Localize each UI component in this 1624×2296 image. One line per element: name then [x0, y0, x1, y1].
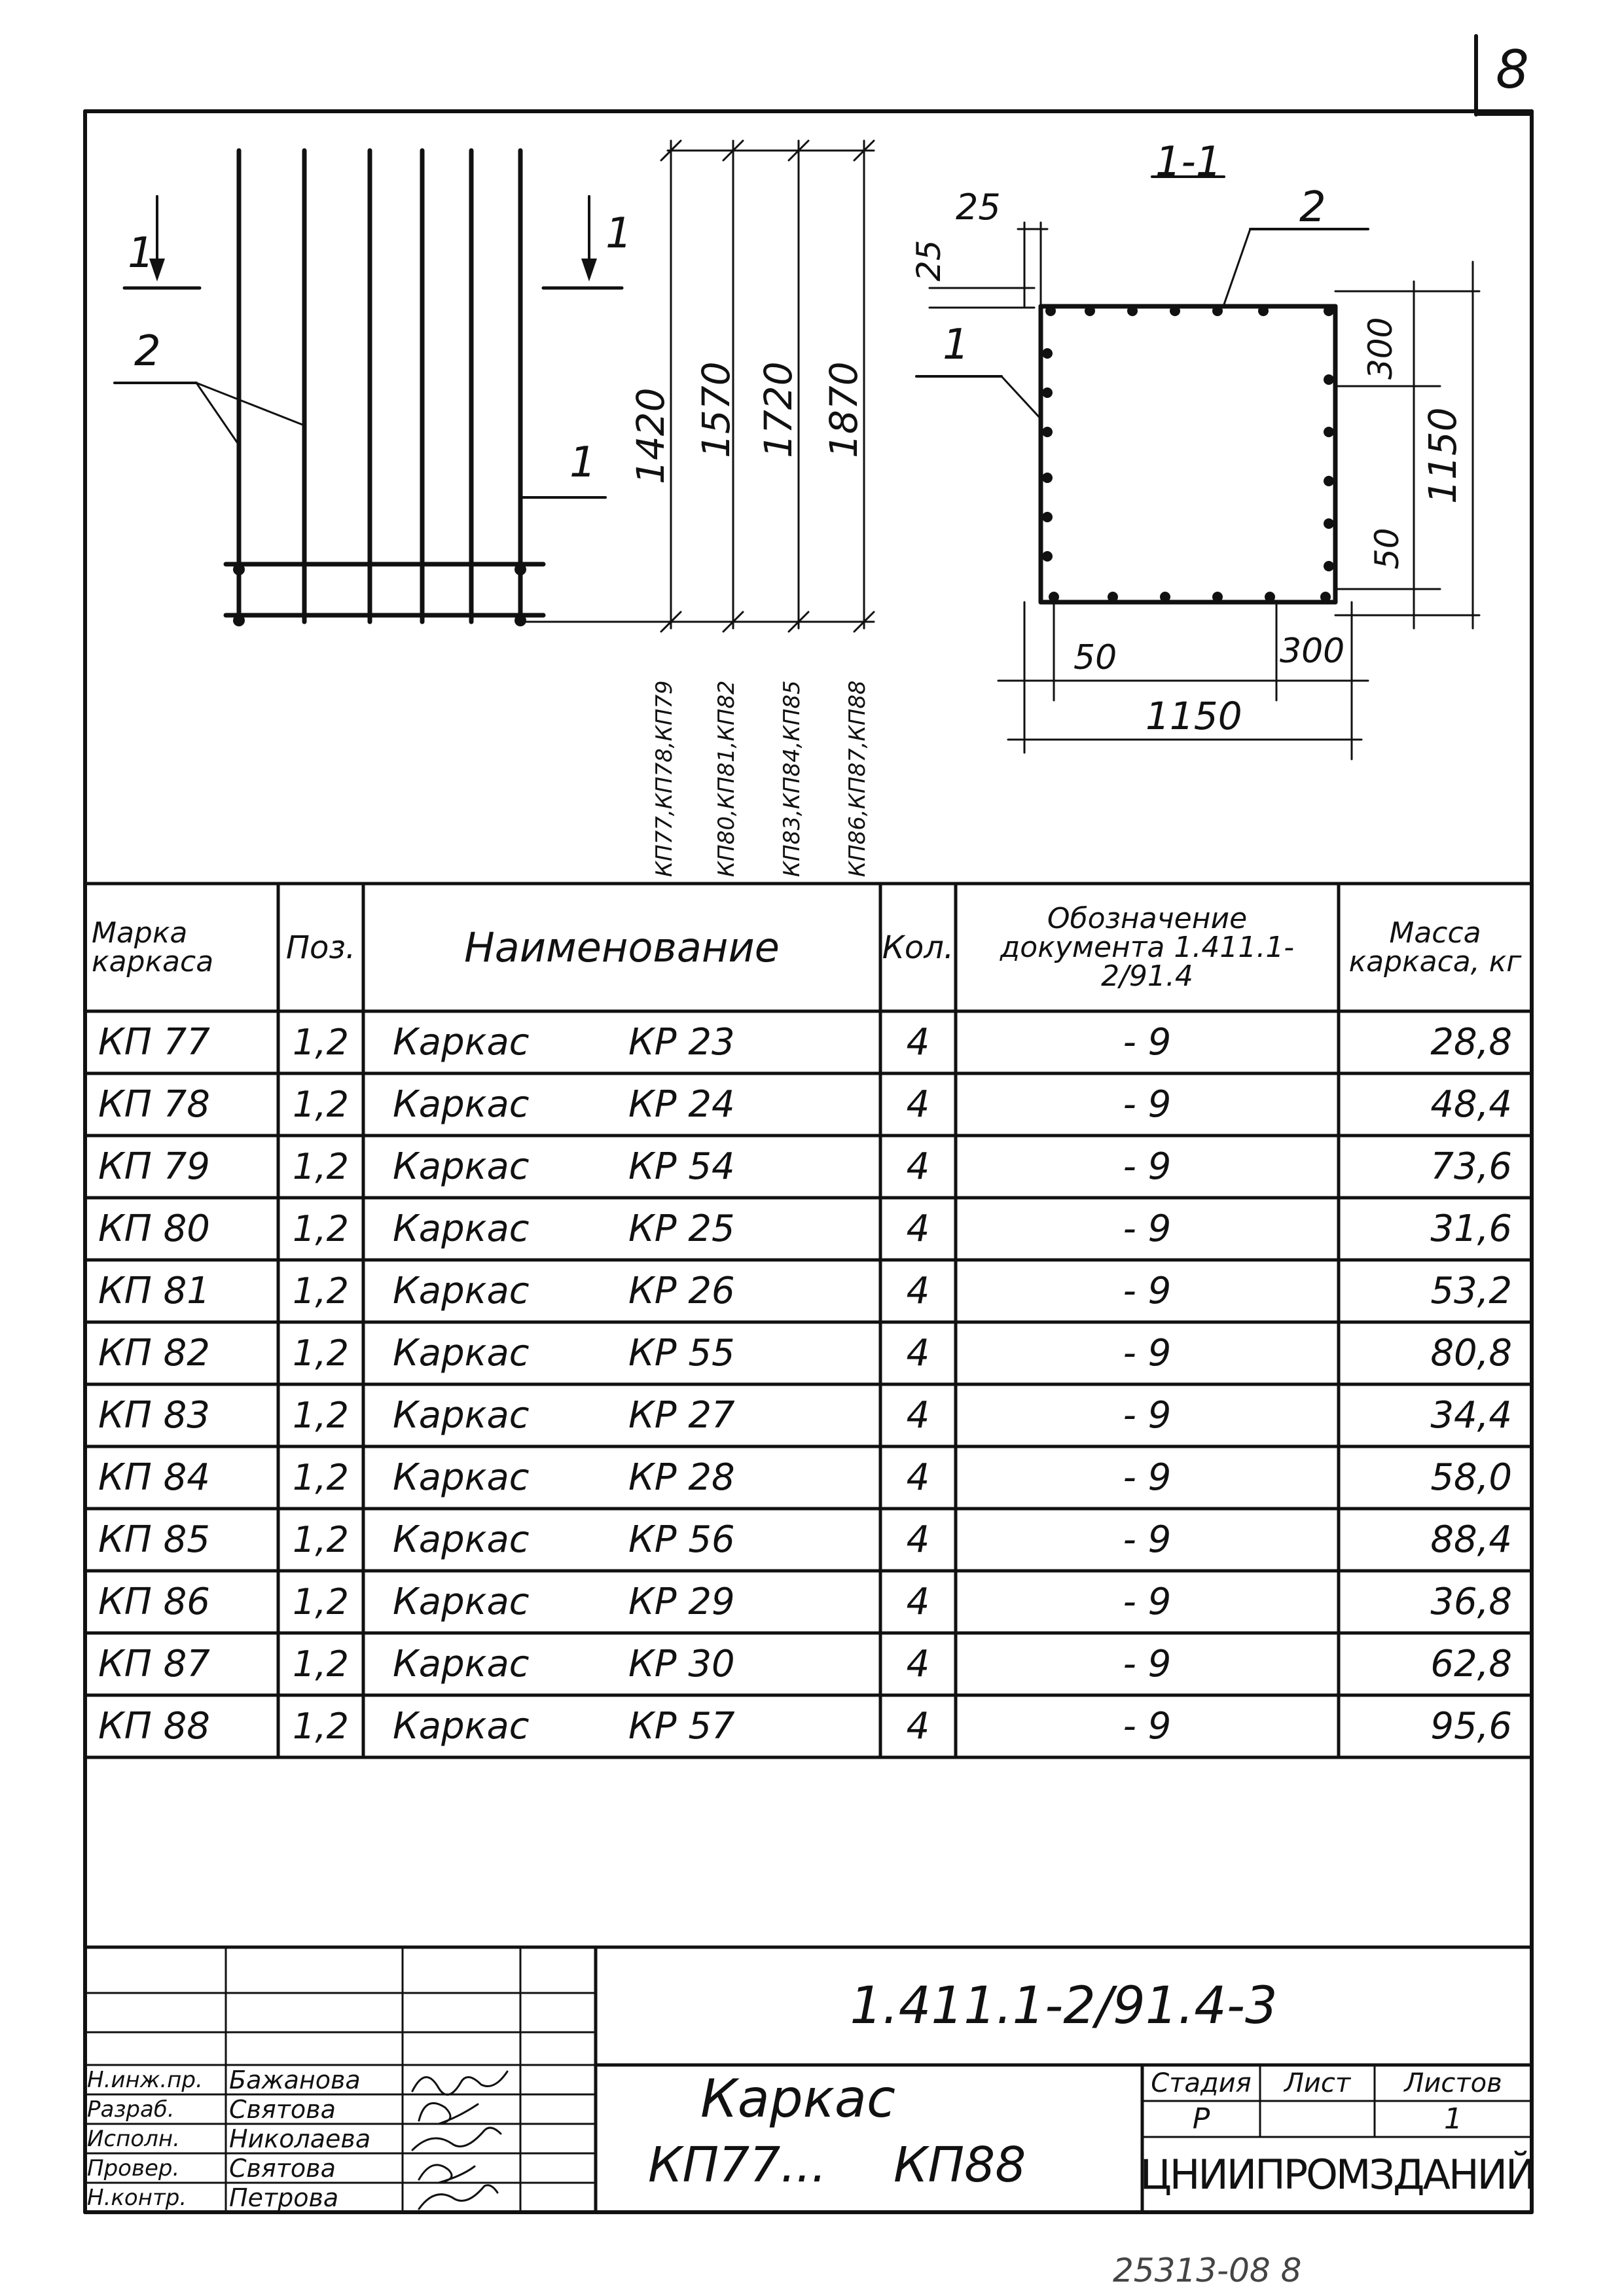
dim-1150-bottom: 1150 [1146, 694, 1242, 738]
row-mass: 58,0 [1430, 1456, 1512, 1499]
row-mass: 48,4 [1430, 1083, 1512, 1126]
person-name: Николаева [229, 2124, 371, 2153]
row-mark: КП 79 [98, 1145, 210, 1188]
role-label: Н.контр. [87, 2184, 187, 2211]
row-qty: 4 [906, 1332, 930, 1374]
row-kr: КР 30 [628, 1643, 735, 1685]
dim-50-bottom: 50 [1074, 638, 1117, 677]
row-doc: - 9 [1123, 1643, 1172, 1685]
role-label: Н.инж.пр. [87, 2066, 203, 2093]
dim-1150-right: 1150 [1420, 407, 1465, 504]
row-kr: КР 27 [628, 1394, 735, 1437]
person-name: Бажанова [229, 2065, 361, 2094]
row-qty: 4 [906, 1705, 930, 1748]
row-qty: 4 [906, 1270, 930, 1312]
row-name: Каркас [393, 1083, 530, 1126]
row-name: Каркас [393, 1145, 530, 1188]
row-kr: КР 23 [628, 1021, 735, 1064]
row-mass: 53,2 [1430, 1270, 1512, 1312]
row-mark: КП 88 [98, 1705, 210, 1748]
row-mark: КП 87 [98, 1643, 210, 1685]
row-mass: 88,4 [1430, 1518, 1512, 1561]
row-kr: КР 25 [628, 1208, 735, 1250]
row-doc: - 9 [1123, 1456, 1172, 1499]
organization-name: ЦНИИПРОМЗДАНИЙ [1140, 2151, 1534, 2198]
pos-label-2: 2 [134, 327, 161, 376]
row-name: Каркас [393, 1456, 530, 1499]
row-pos: 1,2 [293, 1022, 349, 1063]
section-mark-left: 1 [128, 229, 154, 278]
row-name: Каркас [393, 1332, 530, 1374]
row-doc: - 9 [1123, 1332, 1172, 1374]
row-doc: - 9 [1123, 1518, 1172, 1561]
role-label: Разраб. [87, 2096, 175, 2123]
row-pos: 1,2 [293, 1084, 349, 1125]
stage-label: Стадия [1151, 2068, 1252, 2098]
drawing-title-from: КП77... [648, 2137, 827, 2193]
person-name: Святова [229, 2094, 336, 2124]
row-pos: 1,2 [293, 1146, 349, 1187]
height-marks-2: КП80,КП81,КП82 [713, 680, 740, 877]
row-kr: КР 54 [628, 1145, 735, 1188]
person-name: Святова [229, 2153, 336, 2183]
row-kr: КР 57 [628, 1705, 735, 1748]
row-qty: 4 [906, 1021, 930, 1064]
row-mass: 34,4 [1430, 1394, 1512, 1437]
drawing-title-to: КП88 [893, 2137, 1026, 2193]
elevation-view [226, 151, 543, 622]
row-kr: КР 24 [628, 1083, 735, 1126]
row-name: Каркас [393, 1705, 530, 1748]
row-qty: 4 [906, 1394, 930, 1437]
row-doc: - 9 [1123, 1394, 1172, 1437]
row-pos: 1,2 [293, 1581, 349, 1623]
row-mass: 62,8 [1430, 1643, 1512, 1685]
row-name: Каркас [393, 1643, 530, 1685]
row-name: Каркас [393, 1208, 530, 1250]
role-label: Провер. [87, 2155, 180, 2181]
dim-300-bottom: 300 [1280, 632, 1345, 671]
row-kr: КР 28 [628, 1456, 735, 1499]
sheet-number: 8 [1496, 39, 1529, 100]
sheet-label: Лист [1284, 2068, 1351, 2098]
row-pos: 1,2 [293, 1333, 349, 1374]
row-mass: 31,6 [1430, 1208, 1512, 1250]
row-mass: 28,8 [1430, 1021, 1512, 1064]
row-name: Каркас [393, 1518, 530, 1561]
section-title: 1-1 [1155, 137, 1222, 185]
header-mass: Масса каркаса, кг [1348, 916, 1522, 978]
row-kr: КР 56 [628, 1518, 735, 1561]
height-marks-1: КП77,КП78,КП79 [651, 680, 677, 877]
row-doc: - 9 [1123, 1705, 1172, 1748]
row-mark: КП 83 [98, 1394, 210, 1437]
height-1420: 1420 [628, 387, 673, 484]
row-qty: 4 [906, 1581, 930, 1623]
pos-label-1b: 1 [943, 321, 969, 369]
row-qty: 4 [906, 1145, 930, 1188]
sheets-label: Листов [1404, 2068, 1502, 2098]
height-marks-4: КП86,КП87,КП88 [844, 680, 871, 877]
row-kr: КР 55 [628, 1332, 735, 1374]
height-1720: 1720 [756, 361, 801, 458]
role-label: Исполн. [87, 2125, 180, 2152]
header-name: Наименование [464, 924, 780, 971]
row-mark: КП 77 [98, 1021, 210, 1064]
signatures [412, 2072, 507, 2209]
row-pos: 1,2 [293, 1270, 349, 1312]
row-mark: КП 82 [98, 1332, 210, 1374]
row-doc: - 9 [1123, 1083, 1172, 1126]
section-1-1 [1041, 306, 1335, 602]
row-pos: 1,2 [293, 1208, 349, 1249]
header-doc: Обозначение документа 1.411.1-2/91.4 [1000, 901, 1295, 993]
document-code: 1.411.1-2/91.4-3 [850, 1977, 1278, 2036]
row-qty: 4 [906, 1208, 930, 1250]
pos-label-2b: 2 [1299, 183, 1326, 232]
row-name: Каркас [393, 1021, 530, 1064]
row-mass: 36,8 [1430, 1581, 1512, 1623]
row-name: Каркас [393, 1270, 530, 1312]
sheets-value: 1 [1444, 2102, 1462, 2136]
row-qty: 4 [906, 1083, 930, 1126]
row-pos: 1,2 [293, 1519, 349, 1560]
row-qty: 4 [906, 1456, 930, 1499]
pos-label-1: 1 [569, 439, 596, 487]
row-qty: 4 [906, 1643, 930, 1685]
row-mark: КП 80 [98, 1208, 210, 1250]
row-mark: КП 85 [98, 1518, 210, 1561]
row-name: Каркас [393, 1581, 530, 1623]
row-pos: 1,2 [293, 1457, 349, 1498]
height-marks-3: КП83,КП84,КП85 [779, 680, 805, 877]
row-mark: КП 84 [98, 1456, 210, 1499]
dim-25-top: 25 [956, 187, 1001, 228]
person-name: Петрова [229, 2183, 339, 2212]
height-1870: 1870 [821, 361, 866, 458]
dim-50-right: 50 [1368, 528, 1406, 569]
row-pos: 1,2 [293, 1395, 349, 1436]
row-mass: 95,6 [1430, 1705, 1512, 1748]
row-pos: 1,2 [293, 1643, 349, 1685]
row-qty: 4 [906, 1518, 930, 1561]
row-doc: - 9 [1123, 1145, 1172, 1188]
row-doc: - 9 [1123, 1208, 1172, 1250]
row-doc: - 9 [1123, 1270, 1172, 1312]
row-kr: КР 29 [628, 1581, 735, 1623]
header-pos: Поз. [285, 929, 356, 966]
height-1570: 1570 [694, 361, 738, 458]
row-name: Каркас [393, 1394, 530, 1437]
row-mark: КП 78 [98, 1083, 210, 1126]
section-mark-right: 1 [605, 209, 632, 258]
row-pos: 1,2 [293, 1706, 349, 1747]
row-mark: КП 86 [98, 1581, 210, 1623]
drawing-title: Каркас [700, 2068, 895, 2129]
stage-value: Р [1192, 2102, 1210, 2136]
row-doc: - 9 [1123, 1581, 1172, 1623]
row-kr: КР 26 [628, 1270, 735, 1312]
dim-25-left: 25 [910, 240, 948, 281]
row-mark: КП 81 [98, 1270, 210, 1312]
dim-300-right: 300 [1362, 317, 1399, 380]
row-mass: 80,8 [1430, 1332, 1512, 1374]
header-qty: Кол. [882, 929, 954, 966]
header-mark: Марка каркаса [92, 916, 214, 978]
row-mass: 73,6 [1430, 1145, 1512, 1188]
row-doc: - 9 [1123, 1021, 1172, 1064]
archive-code: 25313-08 8 [1113, 2251, 1302, 2289]
